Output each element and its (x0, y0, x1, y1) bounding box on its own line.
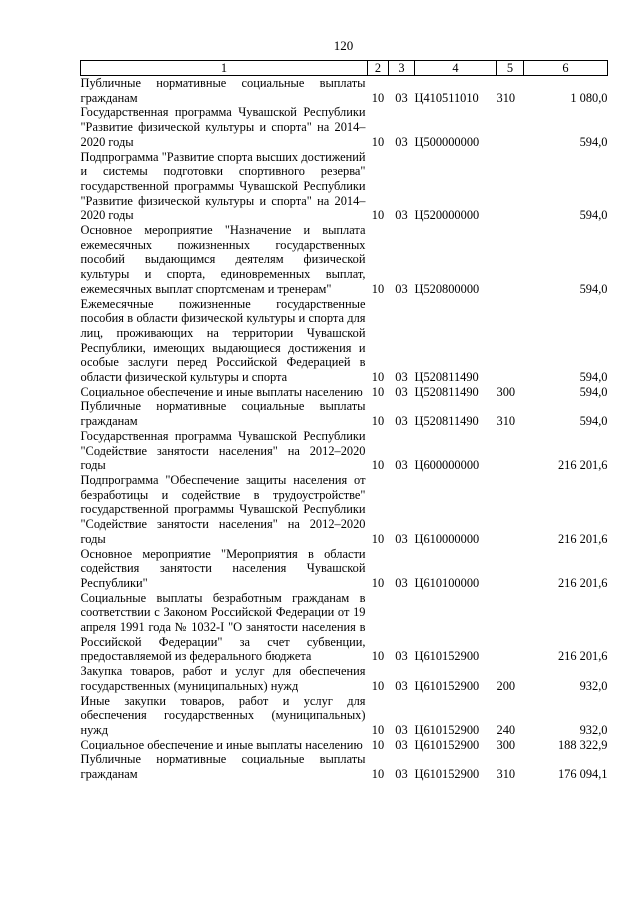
row-expense-type (497, 150, 524, 224)
row-amount: 216 201,6 (557, 649, 608, 664)
table-row (81, 473, 608, 547)
row-subsection: 03 (395, 458, 408, 473)
row-expense-type: 300 (496, 737, 516, 752)
column-header: 6 (524, 61, 608, 76)
table-row (81, 738, 608, 753)
row-subsection: 03 (395, 208, 408, 223)
row-subsection: 03 (395, 134, 408, 149)
row-name: Государственная программа Чувашской Республики "Развитие физической культуры и спорта" на 2014–2020 годы (80, 105, 366, 149)
row-target-code: Ц610000000 (414, 531, 480, 546)
row-name: Публичные нормативные социальные выплаты гражданам (80, 76, 366, 105)
row-name: Социальные выплаты безработным гражданам в соответствии с Законом Российской Федерации от 19 апреля 1991 года № 1032-I "О занятости населения в Российской Федерации" за счет субвенции, предоставляемой из федерального бюджета (80, 590, 366, 664)
column-header: 4 (415, 61, 497, 76)
column-header: 2 (368, 61, 389, 76)
row-expense-type (497, 223, 524, 297)
row-target-code: Ц600000000 (414, 458, 480, 473)
row-target-code: Ц610152900 (414, 722, 480, 737)
row-subsection: 03 (395, 737, 408, 752)
row-amount: 594,0 (579, 134, 608, 149)
table-row (81, 223, 608, 297)
row-name: Публичные нормативные социальные выплаты гражданам (80, 399, 366, 429)
row-subsection: 03 (395, 649, 408, 664)
table-body (81, 76, 608, 782)
row-amount: 176 094,1 (557, 767, 608, 782)
row-amount: 594,0 (579, 281, 608, 296)
table-row (81, 385, 608, 400)
row-target-code: Ц520800000 (414, 281, 480, 296)
table-row (81, 547, 608, 591)
row-amount: 932,0 (579, 722, 608, 737)
row-amount: 1 080,0 (570, 90, 608, 105)
row-name: Закупка товаров, работ и услуг для обеспечения государственных (муниципальных) нужд (80, 664, 366, 693)
row-expense-type: 310 (496, 767, 516, 782)
row-target-code: Ц520811490 (414, 384, 479, 399)
row-target-code: Ц610100000 (414, 575, 480, 590)
row-target-code: Ц500000000 (414, 134, 480, 149)
table-row (81, 399, 608, 428)
row-expense-type (497, 105, 524, 149)
row-target-code: Ц520811490 (414, 370, 479, 385)
row-name: Подпрограмма "Развитие спорта высших достижений и системы подготовки спортивного резерва" государственной программы Чувашской Республики "Развитие физической культуры и спорта" на 2014–2020 годы (80, 149, 366, 223)
row-name: Социальное обеспечение и иные выплаты населению (80, 384, 363, 399)
row-name: Ежемесячные пожизненные государственные пособия в области физической культуры и спорта для лиц, проживающих на территории Чувашской Республики, имеющих выдающиеся достижения и особые заслуги перед Российской Федерацией в области физической культуры и спорта (80, 296, 366, 385)
row-target-code: Ц520811490 (414, 414, 479, 429)
row-section: 10 (371, 458, 385, 473)
row-subsection: 03 (395, 722, 408, 737)
row-subsection: 03 (395, 281, 408, 296)
row-amount: 188 322,9 (557, 737, 608, 752)
row-target-code: Ц610152900 (414, 737, 480, 752)
row-name: Основное мероприятие "Мероприятия в области содействия занятости населения Чувашской Республики" (80, 546, 366, 590)
row-section: 10 (371, 90, 385, 105)
budget-table (80, 60, 608, 782)
row-subsection: 03 (395, 575, 408, 590)
row-target-code: Ц520000000 (414, 208, 480, 223)
row-target-code: Ц610152900 (414, 649, 480, 664)
row-amount: 216 201,6 (557, 531, 608, 546)
row-subsection: 03 (395, 90, 408, 105)
row-target-code: Ц610152900 (414, 678, 480, 693)
row-subsection: 03 (395, 767, 408, 782)
row-expense-type: 310 (496, 90, 516, 105)
row-amount: 216 201,6 (557, 458, 608, 473)
table-row (81, 150, 608, 224)
row-expense-type (497, 547, 524, 591)
row-subsection: 03 (395, 384, 408, 399)
row-expense-type (497, 297, 524, 385)
table-row (81, 591, 608, 665)
row-target-code: Ц410511010 (414, 90, 479, 105)
row-subsection: 03 (395, 370, 408, 385)
table-row (81, 694, 608, 738)
row-section: 10 (371, 767, 385, 782)
row-amount: 594,0 (579, 208, 608, 223)
row-expense-type (497, 473, 524, 547)
table-row (81, 76, 608, 106)
row-expense-type: 300 (496, 384, 516, 399)
table-row (81, 664, 608, 693)
page-number: 120 (333, 38, 354, 53)
row-name: Иные закупки товаров, работ и услуг для обеспечения государственных (муниципальных) нужд (80, 693, 366, 737)
row-section: 10 (371, 281, 385, 296)
row-expense-type (497, 591, 524, 665)
row-name: Социальное обеспечение и иные выплаты населению (80, 737, 363, 752)
row-subsection: 03 (395, 678, 408, 693)
row-section: 10 (371, 370, 385, 385)
table-header-row (81, 61, 608, 76)
row-expense-type: 200 (496, 678, 516, 693)
row-subsection: 03 (395, 531, 408, 546)
row-expense-type (497, 429, 524, 473)
row-target-code: Ц610152900 (414, 767, 480, 782)
row-section: 10 (371, 575, 385, 590)
row-name: Основное мероприятие "Назначение и выплата ежемесячных пожизненных государственных пособий выдающимся деятелям физической культуры и спорта, единовременных выплат, ежемесячных выплат спортсменам и тренерам" (80, 223, 366, 296)
row-subsection: 03 (395, 414, 408, 429)
row-name: Подпрограмма "Обеспечение защиты населения от безработицы и содействие в трудоустройстве" государственной программы Чувашской Республики "Содействие занятости населения" на 2012–2020 годы (80, 472, 366, 546)
row-section: 10 (371, 649, 385, 664)
row-amount: 216 201,6 (557, 575, 608, 590)
row-name: Государственная программа Чувашской Республики "Содействие занятости населения" на 2012–2020 годы (80, 428, 366, 473)
row-section: 10 (371, 722, 385, 737)
row-expense-type: 310 (496, 414, 516, 429)
row-amount: 932,0 (579, 678, 608, 693)
row-section: 10 (371, 134, 385, 149)
row-amount: 594,0 (579, 414, 608, 429)
row-expense-type: 240 (496, 722, 516, 737)
table-row (81, 752, 608, 781)
document-page (80, 36, 607, 782)
row-section: 10 (371, 531, 385, 546)
row-amount: 594,0 (579, 384, 608, 399)
row-section: 10 (371, 384, 385, 399)
table-row (81, 429, 608, 473)
row-amount: 594,0 (579, 370, 608, 385)
column-header: 3 (389, 61, 415, 76)
table-row (81, 105, 608, 149)
row-section: 10 (371, 678, 385, 693)
column-header: 5 (497, 61, 524, 76)
row-section: 10 (371, 414, 385, 429)
column-header: 1 (81, 61, 368, 76)
row-name: Публичные нормативные социальные выплаты гражданам (80, 752, 366, 782)
table-row (81, 297, 608, 385)
row-section: 10 (371, 208, 385, 223)
row-section: 10 (371, 737, 385, 752)
